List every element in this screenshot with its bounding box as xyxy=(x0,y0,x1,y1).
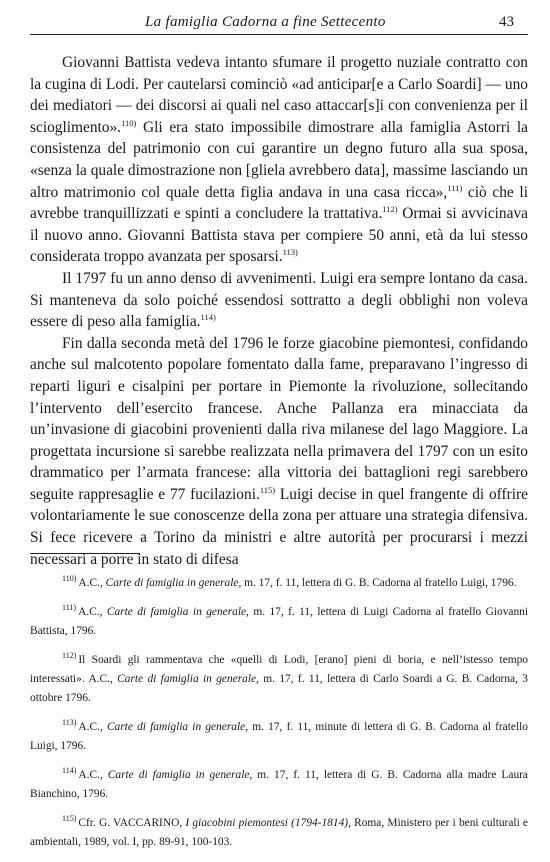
footnote-text: , m. 17, f. 11, lettera di G. B. Cadorna al fratello Luigi, 1796. xyxy=(238,577,517,589)
body-paragraph xyxy=(30,52,528,268)
text-segment: Giovanni Battista vedeva intanto sfumare il progetto nuziale contratto con la cugina di Lodi. Per cautelarsi cominciò «ad anticipar[e a Carlo Soardi] — uno dei mediatori — dei discorsi ai quali nel caso attaccar[s]i con convenienza per il scioglimento». xyxy=(30,54,528,136)
footnote-reference: 115) xyxy=(259,484,276,495)
footnote-separator xyxy=(30,553,140,554)
footnote-title: I giacobini piemontesi (1794-1814) xyxy=(185,817,349,829)
footnote xyxy=(30,814,528,852)
footnote-title: Carte di famiglia in generale xyxy=(105,577,239,589)
footnote xyxy=(30,718,528,756)
footnote-text: A.C., xyxy=(78,769,108,781)
running-header xyxy=(30,14,528,35)
footnote-reference: 113) xyxy=(282,247,298,258)
footnote-text: A.C., xyxy=(78,721,107,733)
footnote-reference: 114) xyxy=(200,312,216,322)
text-segment: ciò che li avrebbe tranquillizzati e spinti a concludere la trattativa. xyxy=(30,183,528,223)
body-paragraph xyxy=(30,333,528,571)
body-paragraph xyxy=(30,268,528,333)
footnote-title: Carte di famiglia in generale xyxy=(107,769,250,781)
main-text xyxy=(30,52,528,570)
text-segment: Gli era stato impossibile dimostrare alla famiglia Astorri la consistenza del patrimonio con cui garantire un degno futuro alla sua sposa, «senza la quale dimostrazione non [gliela avrebbero data], massime lasciando un altro matrimonio col quale detta figlia andava in una casa ricca», xyxy=(30,118,528,201)
footnote-number: 112) xyxy=(62,651,77,661)
footnote-text: A.C., xyxy=(78,606,107,618)
footnote-text: , m. 17, f. 11, lettera di Luigi Cadorna al fratello Giovanni Battista, 1796. xyxy=(30,606,528,637)
footnote-reference: 111) xyxy=(447,182,463,193)
text-segment: Il 1797 fu un anno denso di avvenimenti. Luigi era sempre lontano da casa. Si manteneva da solo poiché essendosi sottratto a degli obblighi non voleva essere di peso alla famiglia. xyxy=(30,269,528,331)
page-number: 43 xyxy=(499,14,514,30)
footnote-number: 113) xyxy=(62,718,77,728)
footnote-text: , m. 17, f. 11, lettera di G. B. Cadorna alla madre Laura Bianchino, 1796. xyxy=(30,769,528,800)
footnote-text: Il Soardi gli rammentava che «quelli di Lodi, [erano] pieni di boria, e nell’istesso tempo interessati». A.C., xyxy=(30,654,528,685)
footnote-title: Carte di famiglia in generale xyxy=(106,606,247,618)
text-segment: Luigi decise in quel frangente di offrire volontariamente le sue conoscenze della zona per attuare una strategia difensiva. Si fece ricevere a Torino da ministri e altre autorità per procurarsi i mezzi necessari a porre in stato di difesa xyxy=(30,485,528,568)
footnote xyxy=(30,603,528,641)
footnote-title: Carte di famiglia in generale xyxy=(117,673,257,685)
footnote-text: , Roma, Ministero per i beni culturali e ambientali, 1989, vol. I, pp. 89-91, 100-103. xyxy=(30,817,528,848)
footnote-text: Cfr. G. VACCARINO, xyxy=(78,817,186,829)
footnote xyxy=(30,574,528,593)
footnote-text: A.C., xyxy=(78,577,106,589)
footnote-title: Carte di famiglia in generale xyxy=(106,721,246,733)
footnote-number: 110) xyxy=(62,574,77,584)
footnote-number: 111) xyxy=(62,603,77,613)
footnote-reference: 112) xyxy=(382,204,398,215)
text-segment: Fin dalla seconda metà del 1796 le forze giacobine piemontesi, confidando anche sul malcotento popolare fomentato dalla fame, preparavano l’ingresso di reparti liguri e cisalpini per portare in Piemonte la rivoluzione, sollecitando l’intervento dell’esercito francese. Anche Pallanza era minacciata da un’invasione di giacobini provenienti dalla riva milanese del lago Maggiore. La progettata incursione si sarebbe realizzata nella primavera del 1797 con un esito drammatico per l’armata francese: alla vittoria dei battaglioni regi sarebbero seguite rappresaglie e 77 fucilazioni. xyxy=(30,334,528,503)
footnote-reference: 110) xyxy=(121,117,137,128)
footnote xyxy=(30,651,528,708)
footnotes xyxy=(30,574,528,862)
footnote-text: , m. 17, f. 11, lettera di Carlo Soardi a G. B. Cadorna, 3 ottobre 1796. xyxy=(30,673,528,704)
footnote xyxy=(30,766,528,804)
footnote-number: 115) xyxy=(62,814,77,824)
text-segment: Ormai si avvicinava il nuovo anno. Giovanni Battista stava per compiere 50 anni, età da lui stesso considerata troppo avanzata per sposarsi. xyxy=(30,205,528,266)
footnote-number: 114) xyxy=(62,766,77,776)
running-title: La famiglia Cadorna a fine Settecento xyxy=(145,14,386,30)
footnote-text: , m. 17, f. 11, minute di lettera di G. B. Cadorna al fratello Luigi, 1796. xyxy=(30,721,528,752)
